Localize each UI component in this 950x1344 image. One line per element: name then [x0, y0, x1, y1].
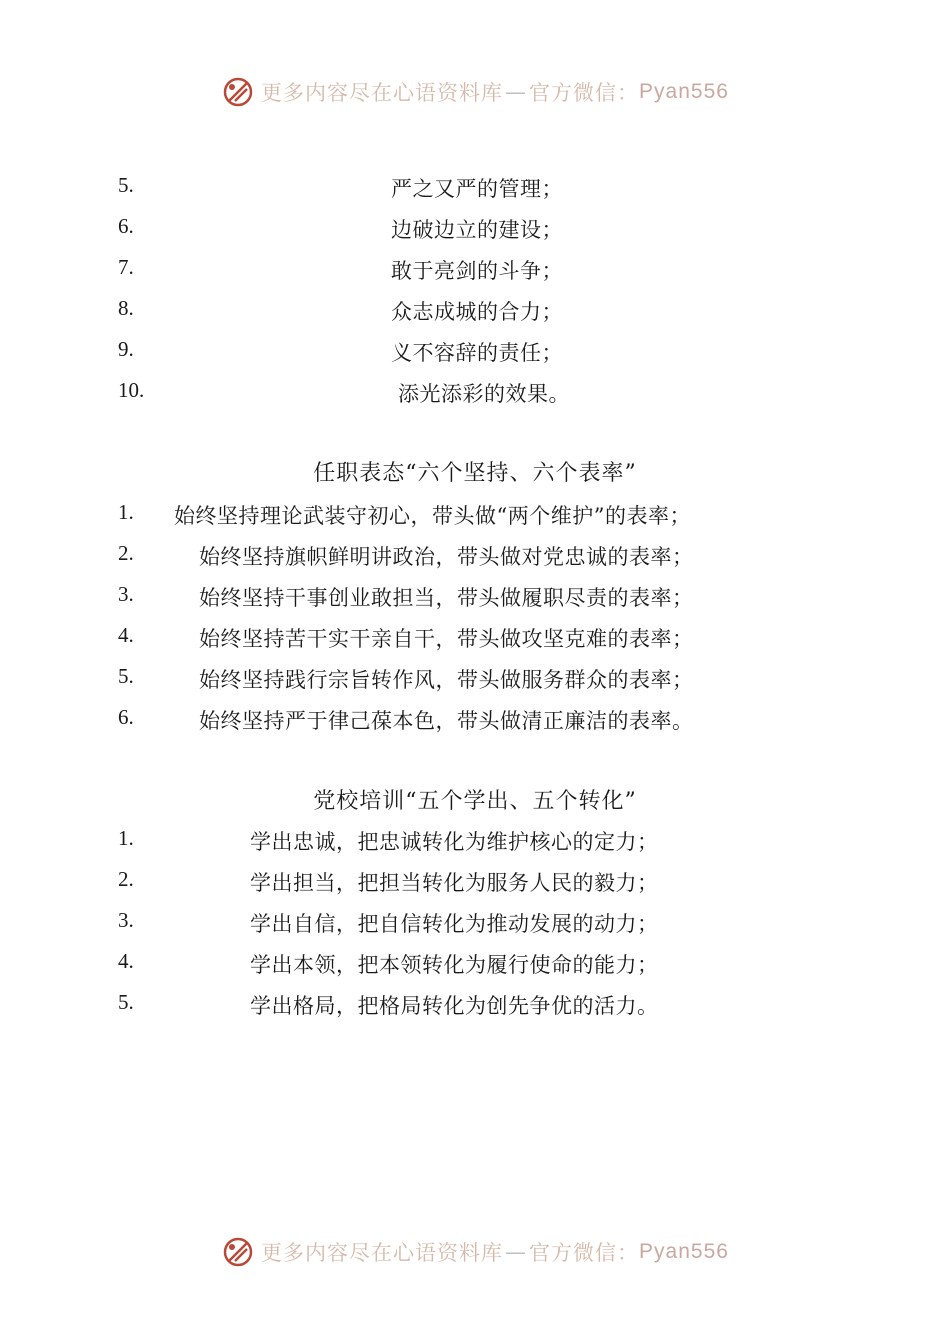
item-number: 5. — [118, 664, 134, 688]
item-number: 4. — [118, 623, 134, 647]
item-text: 添光添彩的效果。 — [398, 382, 570, 406]
item-text: 义不容辞的责任； — [391, 341, 563, 365]
item-number: 5. — [118, 990, 134, 1014]
item-text: 众志成城的合力； — [391, 300, 563, 324]
list-item — [0, 990, 950, 1024]
watermark-wechat-id: Pyan556 — [639, 1240, 729, 1263]
item-text: 学出担当，把担当转化为服务人民的毅力； — [250, 871, 659, 895]
item-text: 边破边立的建设； — [391, 218, 563, 242]
item-text: 严之又严的管理； — [391, 177, 563, 201]
watermark-header — [0, 72, 950, 112]
item-number: 9. — [118, 337, 134, 361]
item-number: 7. — [118, 255, 134, 279]
item-text: 始终坚持苦干实干亲自干，带头做攻坚克难的表率； — [199, 627, 694, 651]
watermark-separator: — — [505, 80, 528, 104]
item-number: 1. — [118, 500, 134, 524]
list-item — [0, 541, 950, 575]
list-item — [0, 582, 950, 616]
list-item — [0, 705, 950, 739]
item-text: 始终坚持践行宗旨转作风，带头做服务群众的表率； — [199, 668, 694, 692]
watermark-text: 更多内容尽在心语资料库 — [261, 1241, 504, 1265]
section-title-1: 任职表态“六个坚持、六个表率” — [313, 461, 637, 486]
item-number: 10. — [118, 378, 145, 402]
watermark-text: 更多内容尽在心语资料库 — [261, 81, 504, 105]
item-number: 2. — [118, 541, 134, 565]
item-number: 8. — [118, 296, 134, 320]
list-item — [0, 255, 950, 289]
section-title-2: 党校培训“五个学出、五个转化” — [313, 789, 637, 814]
item-number: 3. — [118, 908, 134, 932]
logo-icon — [221, 75, 255, 109]
item-text: 学出忠诚，把忠诚转化为维护核心的定力； — [250, 830, 659, 854]
list-item — [0, 296, 950, 330]
item-number: 5. — [118, 173, 134, 197]
item-text: 学出本领，把本领转化为履行使命的能力； — [250, 953, 659, 977]
list-item — [0, 664, 950, 698]
watermark-footer — [0, 1232, 950, 1272]
item-number: 1. — [118, 826, 134, 850]
watermark-wechat-id: Pyan556 — [639, 80, 729, 103]
item-text: 敢于亮剑的斗争； — [391, 259, 563, 283]
watermark-separator: — — [505, 1240, 528, 1264]
list-item — [0, 337, 950, 371]
list-item — [0, 908, 950, 942]
item-text: 学出自信，把自信转化为推动发展的动力； — [250, 912, 659, 936]
list-item — [0, 826, 950, 860]
list-item — [0, 623, 950, 657]
item-number: 4. — [118, 949, 134, 973]
list-item — [0, 500, 950, 534]
item-text: 始终坚持严于律己葆本色，带头做清正廉洁的表率。 — [199, 709, 694, 733]
item-text: 学出格局，把格局转化为创先争优的活力。 — [250, 994, 659, 1018]
item-number: 6. — [118, 705, 134, 729]
list-item — [0, 867, 950, 901]
watermark-suffix: 官方微信： — [529, 1241, 640, 1265]
logo-icon — [221, 1235, 255, 1269]
watermark-suffix: 官方微信： — [529, 81, 640, 105]
list-item — [0, 214, 950, 248]
item-text: 始终坚持理论武装守初心，带头做“两个维护”的表率； — [174, 504, 691, 528]
list-item — [0, 173, 950, 207]
item-text: 始终坚持干事创业敢担当，带头做履职尽责的表率； — [199, 586, 694, 610]
item-number: 2. — [118, 867, 134, 891]
item-text: 始终坚持旗帜鲜明讲政治，带头做对党忠诚的表率； — [199, 545, 694, 569]
item-number: 3. — [118, 582, 134, 606]
list-item — [0, 949, 950, 983]
list-item — [0, 378, 950, 412]
item-number: 6. — [118, 214, 134, 238]
